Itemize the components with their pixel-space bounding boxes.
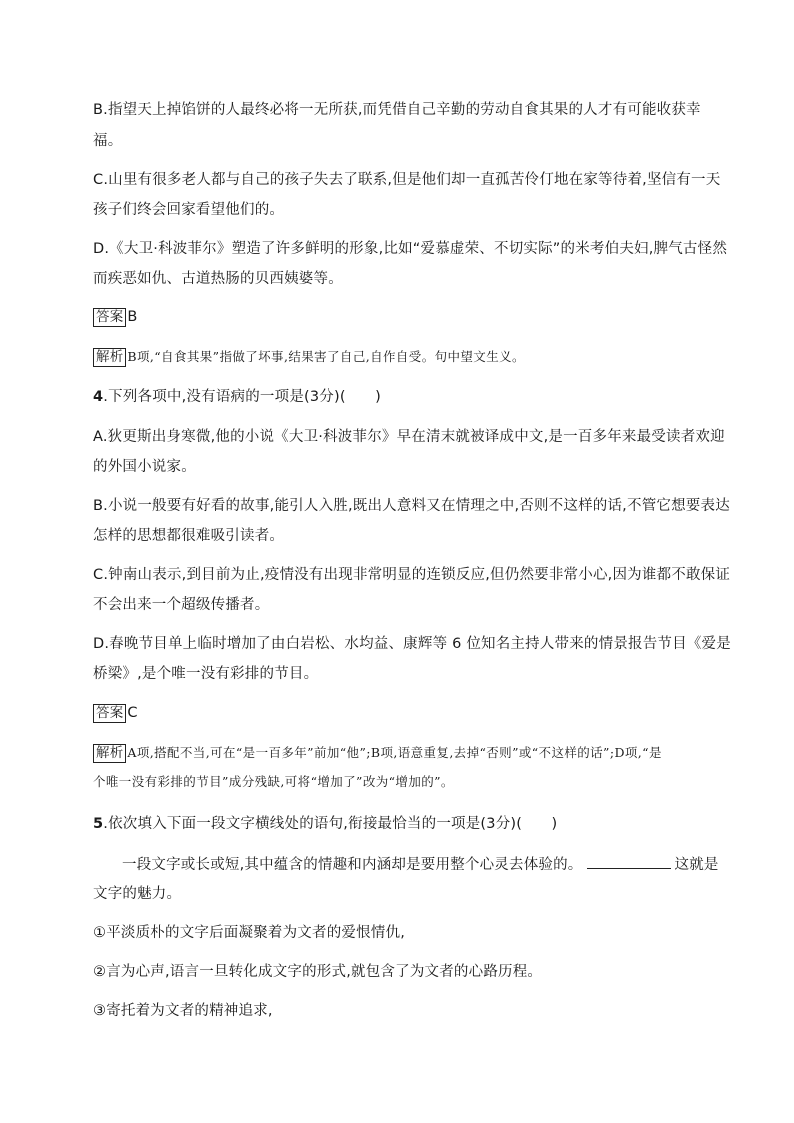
q4-option-d-line2: 桥梁》,是个唯一没有彩排的节目。 bbox=[93, 666, 319, 682]
q4-option-b-line1: B.小说一般要有好看的故事,能引人入胜,既出人意料又在情理之中,否则不这样的话,不管它想要表达 bbox=[93, 498, 730, 514]
q5-item-2: ②言为心声,语言一旦转化成文字的形式,就包含了为文者的心路历程。 bbox=[93, 964, 543, 980]
q3-option-c-line2: 孩子们终会回家看望他们的。 bbox=[93, 202, 285, 218]
q5-stem bbox=[93, 814, 557, 834]
analysis-text: A项,搭配不当,可在“是一百多年”前加“他”;B项,语意重复,去掉“否则”或“不这样的话”;D项,“是 bbox=[127, 745, 662, 760]
q4-option-c-line1: C.钟南山表示,到目前为止,疫情没有出现非常明显的连锁反应,但仍然要非常小心,因为谁都不敢保证 bbox=[93, 567, 731, 583]
analysis-tag: 解析 bbox=[93, 744, 126, 763]
analysis-text: B项,“自食其果”指做了坏事,结果害了自己,自作自受。句中望文生义。 bbox=[127, 349, 525, 364]
q5-item-1: ①平淡质朴的文字后面凝聚着为文者的爱恨情仇, bbox=[93, 925, 406, 941]
q4-analysis-line1 bbox=[93, 743, 662, 763]
question-stem: .下列各项中,没有语病的一项是(3分)( ) bbox=[103, 389, 381, 405]
q4-option-a-line2: 的外国小说家。 bbox=[93, 459, 196, 475]
q4-option-c-line2: 不会出来一个超级传播者。 bbox=[93, 597, 270, 613]
q3-option-b-line1: B.指望天上掉馅饼的人最终必将一无所获,而凭借自己辛勤的劳动自食其果的人才有可能收获幸 bbox=[93, 102, 701, 118]
paragraph-text: 一段文字或长或短,其中蕴含的情趣和内涵却是要用整个心灵去体验的。 bbox=[122, 857, 583, 873]
answer-tag: 答案 bbox=[93, 308, 126, 327]
question-number: 5 bbox=[93, 816, 104, 832]
q4-option-d-line1: D.春晚节目单上临时增加了由白岩松、水均益、康辉等 6 位知名主持人带来的情景报告节目《爱是 bbox=[93, 636, 731, 652]
q4-stem bbox=[93, 387, 381, 407]
q3-option-b-line2: 福。 bbox=[93, 133, 123, 149]
answer-tag: 答案 bbox=[93, 704, 126, 723]
answer-value: B bbox=[127, 309, 138, 325]
q4-option-a-line1: A.狄更斯出身寒微,他的小说《大卫·科波菲尔》早在清末就被译成中文,是一百多年来最受读者欢迎 bbox=[93, 429, 725, 445]
q3-answer bbox=[93, 307, 138, 327]
q3-option-d-line1: D.《大卫·科波菲尔》塑造了许多鲜明的形象,比如“爱慕虚荣、不切实际”的米考伯夫妇,脾气古怪然 bbox=[93, 241, 728, 257]
q3-analysis bbox=[93, 347, 525, 367]
q3-option-d-line2: 而疾恶如仇、古道热肠的贝西姨婆等。 bbox=[93, 271, 343, 287]
q3-option-c-line1: C.山里有很多老人都与自己的孩子失去了联系,但是他们却一直孤苦伶仃地在家等待着,坚信有一天 bbox=[93, 172, 721, 188]
q5-paragraph-line1 bbox=[122, 854, 719, 875]
question-stem: .依次填入下面一段文字横线处的语句,衔接最恰当的一项是(3分)( ) bbox=[103, 816, 558, 832]
q5-item-3: ③寄托着为文者的精神追求, bbox=[93, 1003, 273, 1019]
fill-blank bbox=[587, 854, 671, 869]
paragraph-text-end: 这就是 bbox=[674, 857, 719, 873]
question-number: 4 bbox=[93, 389, 104, 405]
q4-analysis-line2: 个唯一没有彩排的节目”成分残缺,可将“增加了”改为“增加的”。 bbox=[93, 774, 454, 789]
q4-option-b-line2: 怎样的思想都很难吸引读者。 bbox=[93, 528, 285, 544]
analysis-tag: 解析 bbox=[93, 348, 126, 367]
q5-paragraph-line2: 文字的魅力。 bbox=[93, 886, 182, 902]
answer-value: C bbox=[127, 705, 138, 721]
q4-answer bbox=[93, 703, 138, 723]
